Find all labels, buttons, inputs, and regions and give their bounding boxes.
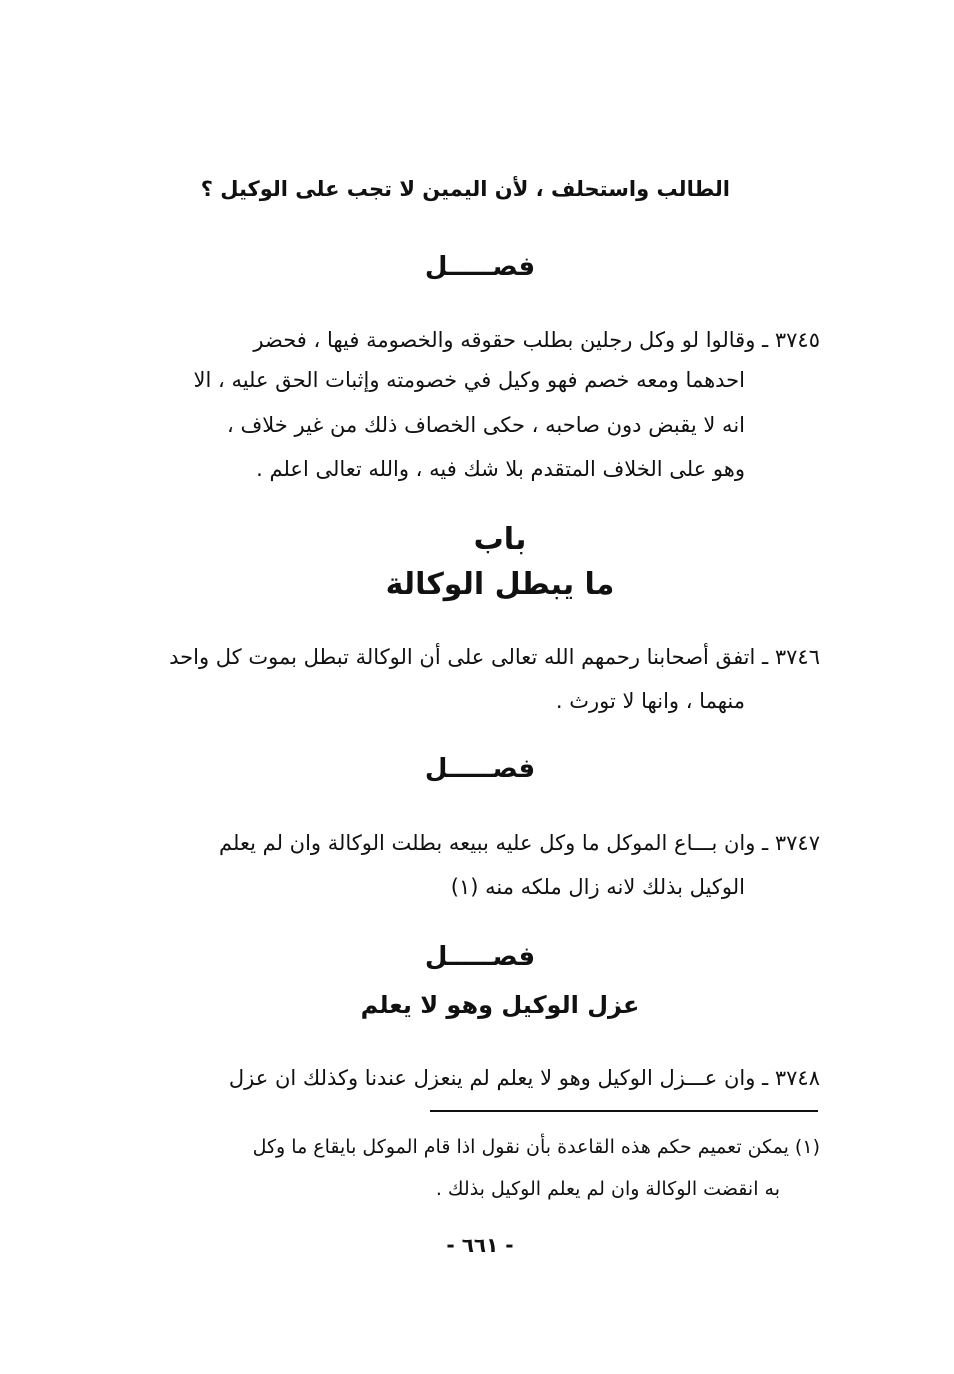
top-continuation-line: الطالب واستحلف ، لأن اليمين لا تجب على الوكيل ؟ [200, 177, 730, 201]
paragraph-line: ٣٧٤٨ ـ وان عـــزل الوكيل وهو لا يعلم لم ينعزل عندنا وكذلك ان عزل [228, 1066, 820, 1090]
paragraph-line: ٣٧٤٦ ـ اتفق أصحابنا رحمهم الله تعالى على أن الوكالة تبطل بموت كل واحد [169, 645, 820, 669]
page-number: - ٦٦١ - [446, 1233, 514, 1257]
section-heading: فصـــــل [424, 252, 536, 282]
section-heading: فصـــــل [424, 754, 536, 784]
chapter-title: باب [473, 522, 527, 557]
paragraph-line: ٣٧٤٥ ـ وقالوا لو وكل رجلين بطلب حقوقه والخصومة فيها ، فحضر [253, 328, 820, 352]
footnote-line: به انقضت الوكالة وان لم يعلم الوكيل بذلك . [435, 1178, 780, 1200]
paragraph-line: احدهما ومعه خصم فهو وكيل في خصومته وإثبات الحق عليه ، الا [193, 368, 745, 392]
paragraph-line: ٣٧٤٧ ـ وان بـــاع الموكل ما وكل عليه ببيعه بطلت الوكالة وان لم يعلم [219, 831, 820, 855]
paragraph-line: وهو على الخلاف المتقدم بلا شك فيه ، والله تعالى اعلم . [256, 457, 745, 481]
footnote-line: (١) يمكن تعميم حكم هذه القاعدة بأن نقول اذا قام الموكل بايقاع ما وكل [252, 1136, 820, 1158]
section-heading: فصـــــل [424, 942, 536, 972]
footnote-separator [430, 1110, 818, 1112]
paragraph-line: الوكيل بذلك لانه زال ملكه منه (١) [450, 875, 745, 899]
paragraph-line: منهما ، وانها لا تورث . [555, 689, 745, 713]
chapter-subtitle: ما يبطل الوكالة [385, 567, 615, 602]
paragraph-line: انه لا يقبض دون صاحبه ، حكى الخصاف ذلك من غير خلاف ، [227, 413, 745, 437]
section-subheading: عزل الوكيل وهو لا يعلم [360, 991, 640, 1019]
